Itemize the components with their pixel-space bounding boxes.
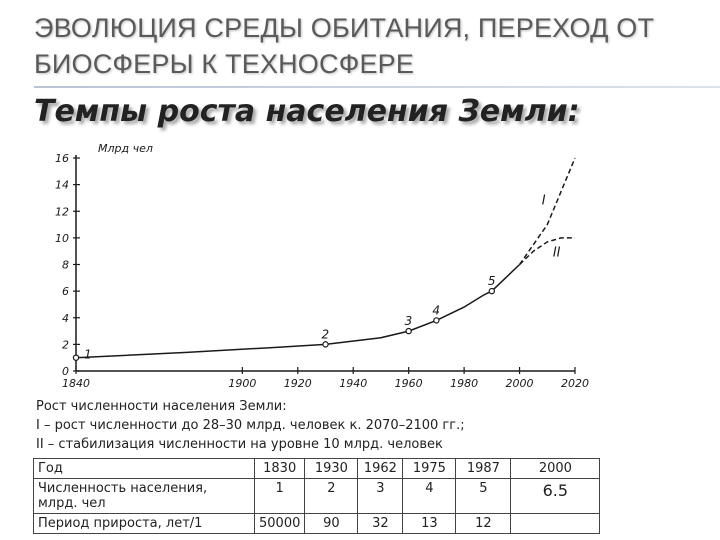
data-point-label: 4	[432, 303, 441, 318]
data-point-marker	[323, 342, 328, 347]
table-cell: 13	[403, 514, 456, 534]
series-label: I	[541, 193, 546, 209]
x-tick-label: 1840	[62, 377, 90, 390]
y-tick-label: 2	[62, 338, 69, 352]
table-cell: Год	[34, 459, 255, 479]
y-tick-label: 12	[55, 205, 69, 219]
population-growth-chart	[33, 135, 605, 393]
x-tick-label: 2020	[561, 377, 589, 390]
y-tick-label: 14	[55, 178, 69, 192]
caption-line-3: II – стабилизация численности на уровне 10 млрд. человек	[36, 437, 443, 452]
data-point-label: 3	[404, 314, 413, 329]
table-row	[34, 514, 600, 534]
table-cell: 1975	[403, 459, 456, 479]
y-tick-label: 16	[55, 152, 69, 165]
table-cell: 5	[456, 479, 511, 514]
table-cell: 12	[456, 514, 511, 534]
data-point-marker	[406, 328, 411, 333]
data-point-label: 2	[321, 327, 330, 342]
table-cell: 90	[305, 514, 358, 534]
table-cell: 2000	[511, 459, 600, 479]
table-cell: Численность населения, млрд. чел	[34, 479, 255, 514]
table-cell: 32	[358, 514, 403, 534]
table-cell: 4	[403, 479, 456, 514]
slide-title	[34, 10, 694, 82]
title-divider	[34, 86, 720, 88]
y-tick-label: 0	[62, 365, 69, 378]
slide-title-line-1: ЭВОЛЮЦИЯ СРЕДЫ ОБИТАНИЯ, ПЕРЕХОД ОТ	[34, 13, 655, 43]
slide-subtitle: Темпы роста населения Земли:	[34, 94, 580, 129]
series-label: II	[552, 245, 561, 261]
x-tick-label: 1920	[283, 377, 312, 390]
x-tick-label: 2000	[505, 377, 534, 390]
table-cell: 50000	[255, 514, 305, 534]
table-row	[34, 479, 600, 514]
table-header-row	[34, 459, 600, 479]
caption-line-2: I – рост численности до 28–30 млрд. человек к. 2070–2100 гг.;	[36, 418, 465, 433]
y-tick-label: 6	[62, 285, 69, 299]
population-table	[33, 458, 600, 534]
table-cell: 1962	[358, 459, 403, 479]
y-tick-label: 4	[62, 311, 69, 325]
slide-title-line-2: БИОСФЕРЫ К ТЕХНОСФЕРЕ	[34, 49, 415, 79]
table-cell: 1930	[305, 459, 358, 479]
caption-line-1: Рост численности населения Земли:	[36, 399, 287, 414]
x-tick-label: 1940	[339, 377, 368, 390]
table-cell: 1	[255, 479, 305, 514]
x-tick-label: 1900	[228, 377, 257, 390]
data-point-label: 5	[487, 274, 496, 289]
data-point-label: 1	[84, 347, 92, 362]
data-point-marker	[434, 318, 439, 323]
table-cell: 1830	[255, 459, 305, 479]
table-cell: 1987	[456, 459, 511, 479]
x-tick-label: 1980	[450, 377, 479, 390]
table-cell: 6.5	[511, 479, 600, 514]
table-cell	[511, 514, 600, 534]
table-cell: 2	[305, 479, 358, 514]
table-cell: 3	[358, 479, 403, 514]
y-tick-label: 10	[55, 231, 69, 245]
data-point-marker	[489, 289, 494, 294]
x-tick-label: 1960	[394, 377, 423, 390]
y-axis-label: Млрд чел	[98, 142, 153, 155]
table-cell: Период прироста, лет/1	[34, 514, 255, 534]
y-tick-label: 8	[62, 258, 69, 272]
data-point-marker	[73, 355, 78, 360]
chart-caption	[36, 397, 636, 454]
